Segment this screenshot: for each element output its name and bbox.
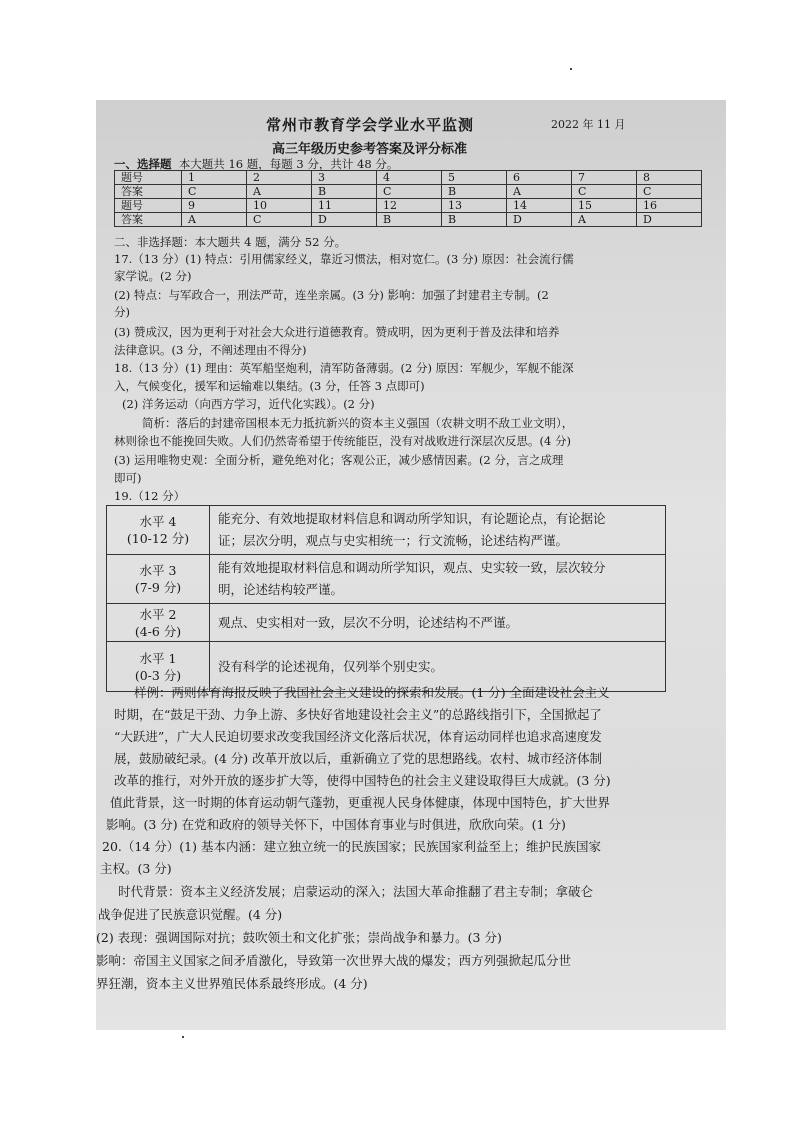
table-row <box>115 213 702 227</box>
question-number: 4 <box>377 171 442 185</box>
question-number: 7 <box>572 171 637 185</box>
question-number: 8 <box>637 171 702 185</box>
table-row <box>115 171 702 185</box>
text-line: 法律意识。(3 分，不阐述理由不得分) <box>114 343 307 357</box>
level-text: 明，论述结构较严谨。 <box>218 582 344 597</box>
text-line: (2) 洋务运动（向西方学习，近代化实践）。(2 分) <box>122 397 375 411</box>
level-cell <box>107 555 210 604</box>
text-line: 主权。(3 分) <box>100 861 172 876</box>
question-number: 10 <box>247 199 312 213</box>
section1-desc: 本大题共 16 题，每题 3 分，共计 48 分。 <box>178 157 399 171</box>
text-line: 17.（13 分）(1) 特点：引用儒家经义，靠近习惯法，相对宽仁。(3 分) 原因：社会流行儒 <box>114 252 574 266</box>
answer-cell: D <box>507 213 572 227</box>
answer-cell: C <box>572 185 637 199</box>
row-label: 答案 <box>115 213 182 227</box>
level-name: 水平 4 <box>139 514 177 529</box>
level-description <box>210 642 666 692</box>
level-text: 能有效地提取材料信息和调动所学知识，观点、史实较一致，层次较分 <box>218 560 606 575</box>
answer-cell: C <box>637 185 702 199</box>
answer-cell: B <box>442 185 507 199</box>
text-line: (2) 表现：强调国际对抗；鼓吹领土和文化扩张；崇尚战争和暴力。(3 分) <box>96 930 502 945</box>
text-line: “大跃进”，广大人民迫切要求改变我国经济文化落后状况，体育运动同样也追求高速度发 <box>114 729 602 744</box>
question-number: 11 <box>312 199 377 213</box>
text-line: 家学说。(2 分) <box>114 269 192 283</box>
level-text: 能充分、有效地提取材料信息和调动所学知识，有论题论点，有论据论 <box>218 511 606 526</box>
answer-sheet-page <box>96 100 726 1030</box>
text-line: 样例：两则体育海报反映了我国社会主义建设的探索和发展。(1 分) 全面建设社会主义 <box>134 685 610 700</box>
level-cell <box>107 604 210 642</box>
text-line: 入，气候变化，援军和运输难以集结。(3 分，任答 3 点即可) <box>114 379 425 393</box>
question-number: 13 <box>442 199 507 213</box>
table-row <box>107 506 666 555</box>
text-line: 影响：帝国主义国家之间矛盾激化，导致第一次世界大战的爆发；西方列强掀起瓜分世 <box>96 953 572 968</box>
text-line: 时代背景：资本主义经济发展；启蒙运动的深入；法国大革命推翻了君主专制；拿破仑 <box>118 884 594 899</box>
answer-cell: C <box>377 185 442 199</box>
level-score: (4-6 分) <box>134 623 182 639</box>
text-line: 20.（14 分）(1) 基本内涵：建立独立统一的民族国家；民族国家利益至上；维护民族国家 <box>102 839 601 854</box>
level-description <box>210 506 666 555</box>
level-cell <box>107 642 210 692</box>
text-line: (3) 运用唯物史观：全面分析，避免绝对化；客观公正，减少感情因素。(2 分，言之成理 <box>114 453 564 467</box>
level-name: 水平 3 <box>139 563 177 578</box>
level-scoring-table <box>106 505 666 692</box>
text-line: 时期，在“鼓足干劲、力争上游、多快好省地建设社会主义”的总路线指引下，全国掀起了 <box>114 707 602 722</box>
text-line: 林则徐也不能挽回失败。人们仍然寄希望于传统能臣，没有对战败进行深层次反思。(4 分) <box>114 434 571 448</box>
question-number: 9 <box>182 199 247 213</box>
question-number: 12 <box>377 199 442 213</box>
question-number: 3 <box>312 171 377 185</box>
answer-cell: D <box>312 213 377 227</box>
level-name: 水平 2 <box>139 606 177 622</box>
text-line: 改革的推行，对外开放的逐步扩大等，使得中国特色的社会主义建设取得巨大成就。(3 分) <box>114 773 611 788</box>
question-number: 1 <box>182 171 247 185</box>
answer-cell: C <box>182 185 247 199</box>
text-line: 二、非选择题：本大题共 4 题，满分 52 分。 <box>114 235 347 249</box>
level-score: (7-9 分) <box>134 580 182 595</box>
question-number: 15 <box>572 199 637 213</box>
row-label: 题号 <box>115 171 182 185</box>
table-row <box>107 604 666 642</box>
table-row <box>107 555 666 604</box>
scan-speck <box>182 1036 184 1038</box>
level-name: 水平 1 <box>139 650 177 666</box>
text-line: (3) 赞成汉，因为更利于对社会大众进行道德教育。赞成明，因为更利于普及法律和培养 <box>114 325 560 339</box>
text-line: 界狂潮，资本主义世界殖民体系最终形成。(4 分) <box>96 976 368 991</box>
multiple-choice-answer-table <box>114 170 702 227</box>
table-row <box>107 642 666 692</box>
answer-cell: A <box>182 213 247 227</box>
level-description <box>210 604 666 642</box>
answer-cell: B <box>442 213 507 227</box>
answer-cell: B <box>377 213 442 227</box>
question-number: 5 <box>442 171 507 185</box>
text-line: 即可) <box>114 471 142 485</box>
question-number: 2 <box>247 171 312 185</box>
answer-cell: A <box>247 185 312 199</box>
scan-speck <box>570 68 572 70</box>
question-number: 6 <box>507 171 572 185</box>
level-score: (10-12 分) <box>126 531 190 546</box>
table-row <box>115 185 702 199</box>
level-text: 观点、史实相对一致，层次不分明，论述结构不严谨。 <box>218 614 519 630</box>
level-text: 证；层次分明，观点与史实相统一；行文流畅，论述结构严谨。 <box>218 533 569 548</box>
level-cell <box>107 506 210 555</box>
answer-cell: A <box>507 185 572 199</box>
document-subtitle: 高三年级历史参考答案及评分标准 <box>272 142 468 157</box>
level-text: 没有科学的论述视角，仅列举个别史实。 <box>218 658 444 674</box>
text-line: (2) 特点：与军政合一，刑法严苛，连坐亲属。(3 分) 影响：加强了封建君主专制。(2 <box>114 288 549 302</box>
answer-cell: B <box>312 185 377 199</box>
text-line: 战争促进了民族意识觉醒。(4 分) <box>98 907 283 922</box>
question-number: 14 <box>507 199 572 213</box>
answer-cell: D <box>637 213 702 227</box>
level-score: (0-3 分) <box>134 667 182 683</box>
row-label: 题号 <box>115 199 182 213</box>
row-label: 答案 <box>115 185 182 199</box>
section1-label: 一、选择题 <box>114 157 172 171</box>
text-line: 18.（13 分）(1) 理由：英军船坚炮利，清军防备薄弱。(2 分) 原因：军舰少，军舰不能深 <box>114 361 574 375</box>
document-title: 常州市教育学会学业水平监测 <box>266 116 475 134</box>
text-line: 19.（12 分） <box>114 489 186 503</box>
document-date: 2022 年 11 月 <box>551 118 626 131</box>
text-line: 展，鼓励破纪录。(4 分) 改革开放以后，重新确立了党的思想路线。农村、城市经济体制 <box>114 751 603 766</box>
answer-cell: A <box>572 213 637 227</box>
level-description <box>210 555 666 604</box>
answer-cell: C <box>247 213 312 227</box>
text-line: 影响。(3 分) 在党和政府的领导关怀下，中国体育事业与时俱进，欣欣向荣。(1 分) <box>106 817 566 832</box>
table-row <box>115 199 702 213</box>
text-line: 分) <box>114 305 130 319</box>
text-line: 值此背景，这一时期的体育运动朝气蓬勃，更重视人民身体健康，体现中国特色，扩大世界 <box>110 795 611 810</box>
text-line: 简析：落后的封建帝国根本无力抵抗新兴的资本主义强国（农耕文明不敌工业文明）， <box>142 416 574 430</box>
question-number: 16 <box>637 199 702 213</box>
